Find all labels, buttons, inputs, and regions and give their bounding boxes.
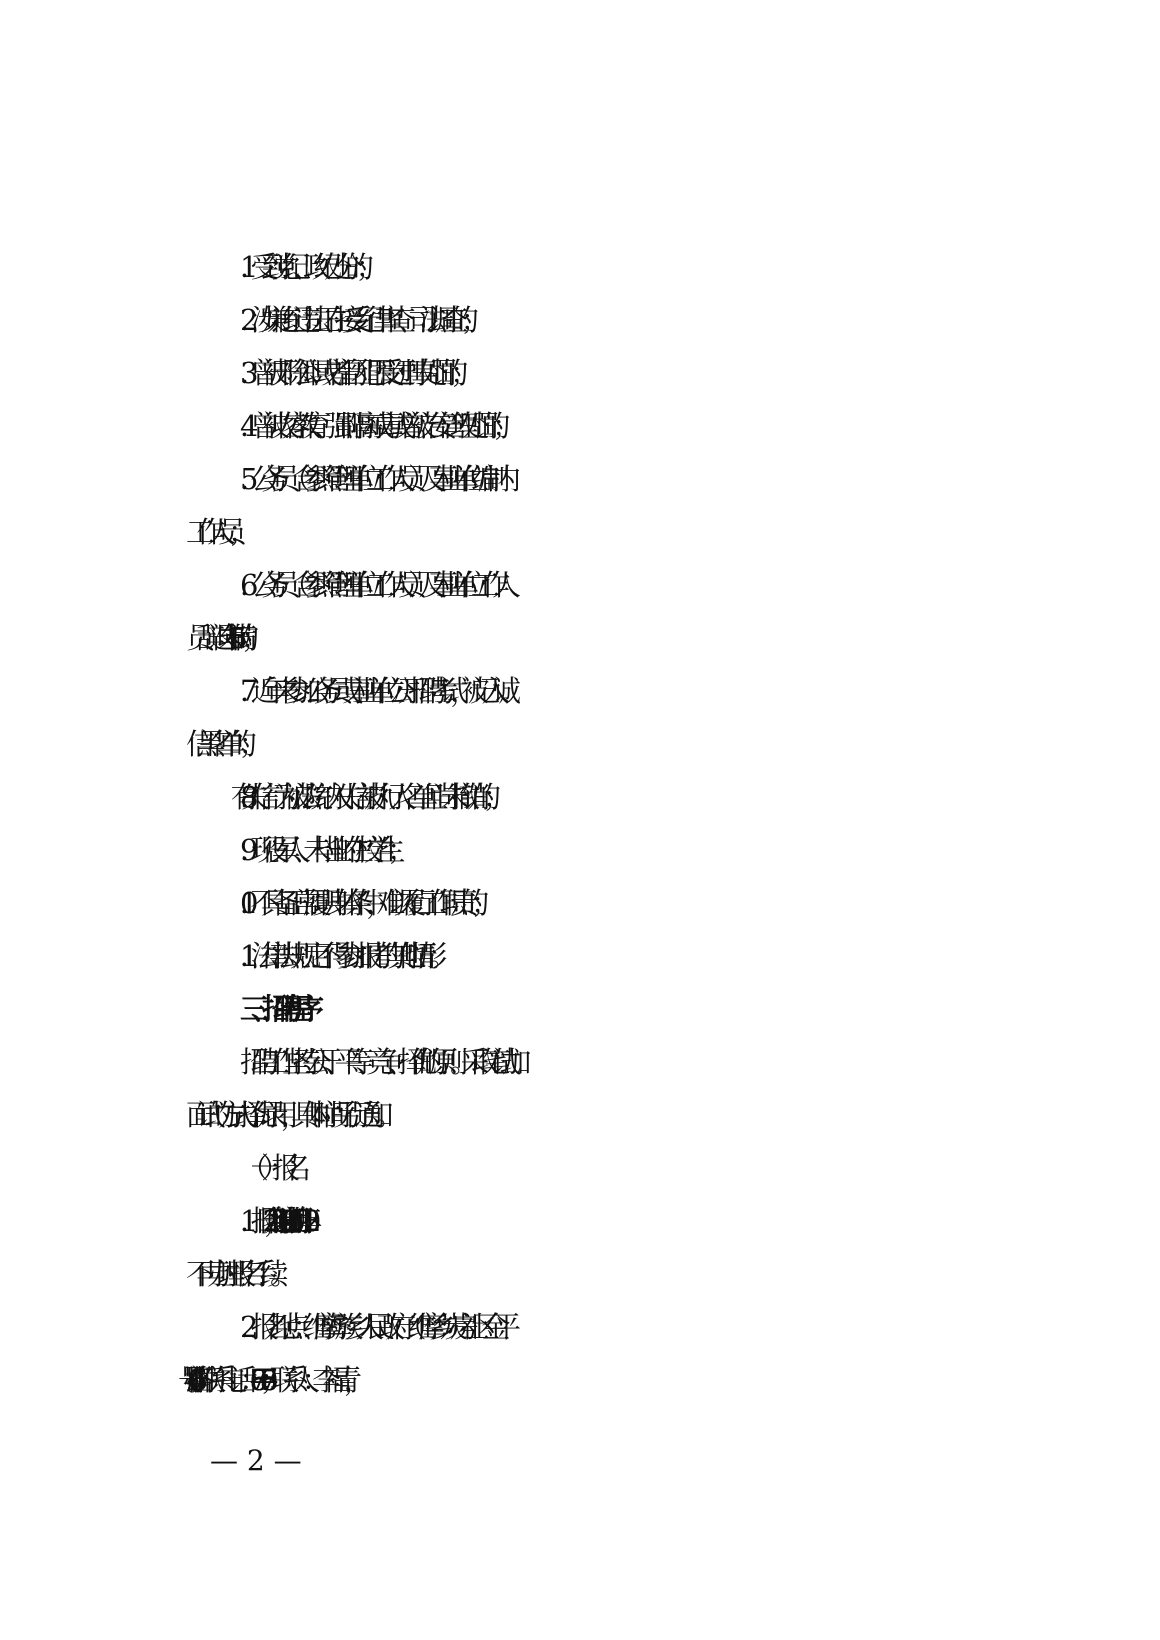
list-item-4: 4．曾被收容教育、强制隔离戒毒或曾被治安管理处罚的；: [240, 409, 503, 443]
page-number: — 2 —: [210, 1444, 302, 1477]
list-item-7-continued: 信黑名单的；: [186, 727, 250, 761]
list-item-3: 3．曾被开除公职或者曾因犯罪受过刑事处罚的；: [240, 356, 461, 390]
registration-location: 2．报名地点：维摩彝族乡人民政府（维摩乡炭房社区金平: [240, 1310, 503, 1344]
list-item-7: 7．近年来参加公务员或事业单位公开招聘考试，被记入诚: [240, 674, 503, 708]
registration-time: 1．报名时间：2023 年 9 月 15 日-2023 年 9 月 22 日，逾期: [240, 1204, 296, 1238]
list-item-10: 10．不具备正常履职身体条件，难以履行工作职责的；: [240, 886, 482, 920]
list-item-1: 1．受到党纪、政纪处分的；: [240, 250, 366, 284]
list-item-11: 11．法律法规规定不得参加报考的其他情形。: [240, 939, 440, 973]
subsection-heading: （一）报名: [240, 1151, 293, 1185]
list-item-6: 6．公务员（含参照管理单位工作人员）及事业单位工作人: [240, 568, 503, 602]
list-item-9: 9．现役军人、未毕业的在校学生；: [240, 833, 398, 867]
paragraph-principle-continued: 面试的方式择优录用，具体时间另行通知。: [186, 1098, 386, 1132]
paragraph-principle: 招聘工作坚持公开、平等、竞争、择优的原则。采取笔试加: [240, 1045, 514, 1079]
list-item-8: 8.有失信行为被法院纳入失信被执行人名单且尚未撤销的；: [240, 780, 494, 814]
section-heading: 三、招聘程序: [240, 992, 307, 1026]
registration-location-continued: 路 10 号附 6 号）。联系电话：0876—3650078；联系人：李福青，: [186, 1363, 355, 1397]
list-item-5: 5．公务员（含参照管理单位工作人员）及事业单位编制内: [240, 462, 503, 496]
registration-time-continued: 不再办理报名手续。: [186, 1257, 281, 1291]
list-item-2: 2．涉嫌违纪违法正在接受纪律审查、司法调查的；: [240, 303, 471, 337]
list-item-6-continued: 员辞退未满 5 年的；: [186, 621, 252, 655]
list-item-5-continued: 工作人员；: [186, 515, 239, 549]
